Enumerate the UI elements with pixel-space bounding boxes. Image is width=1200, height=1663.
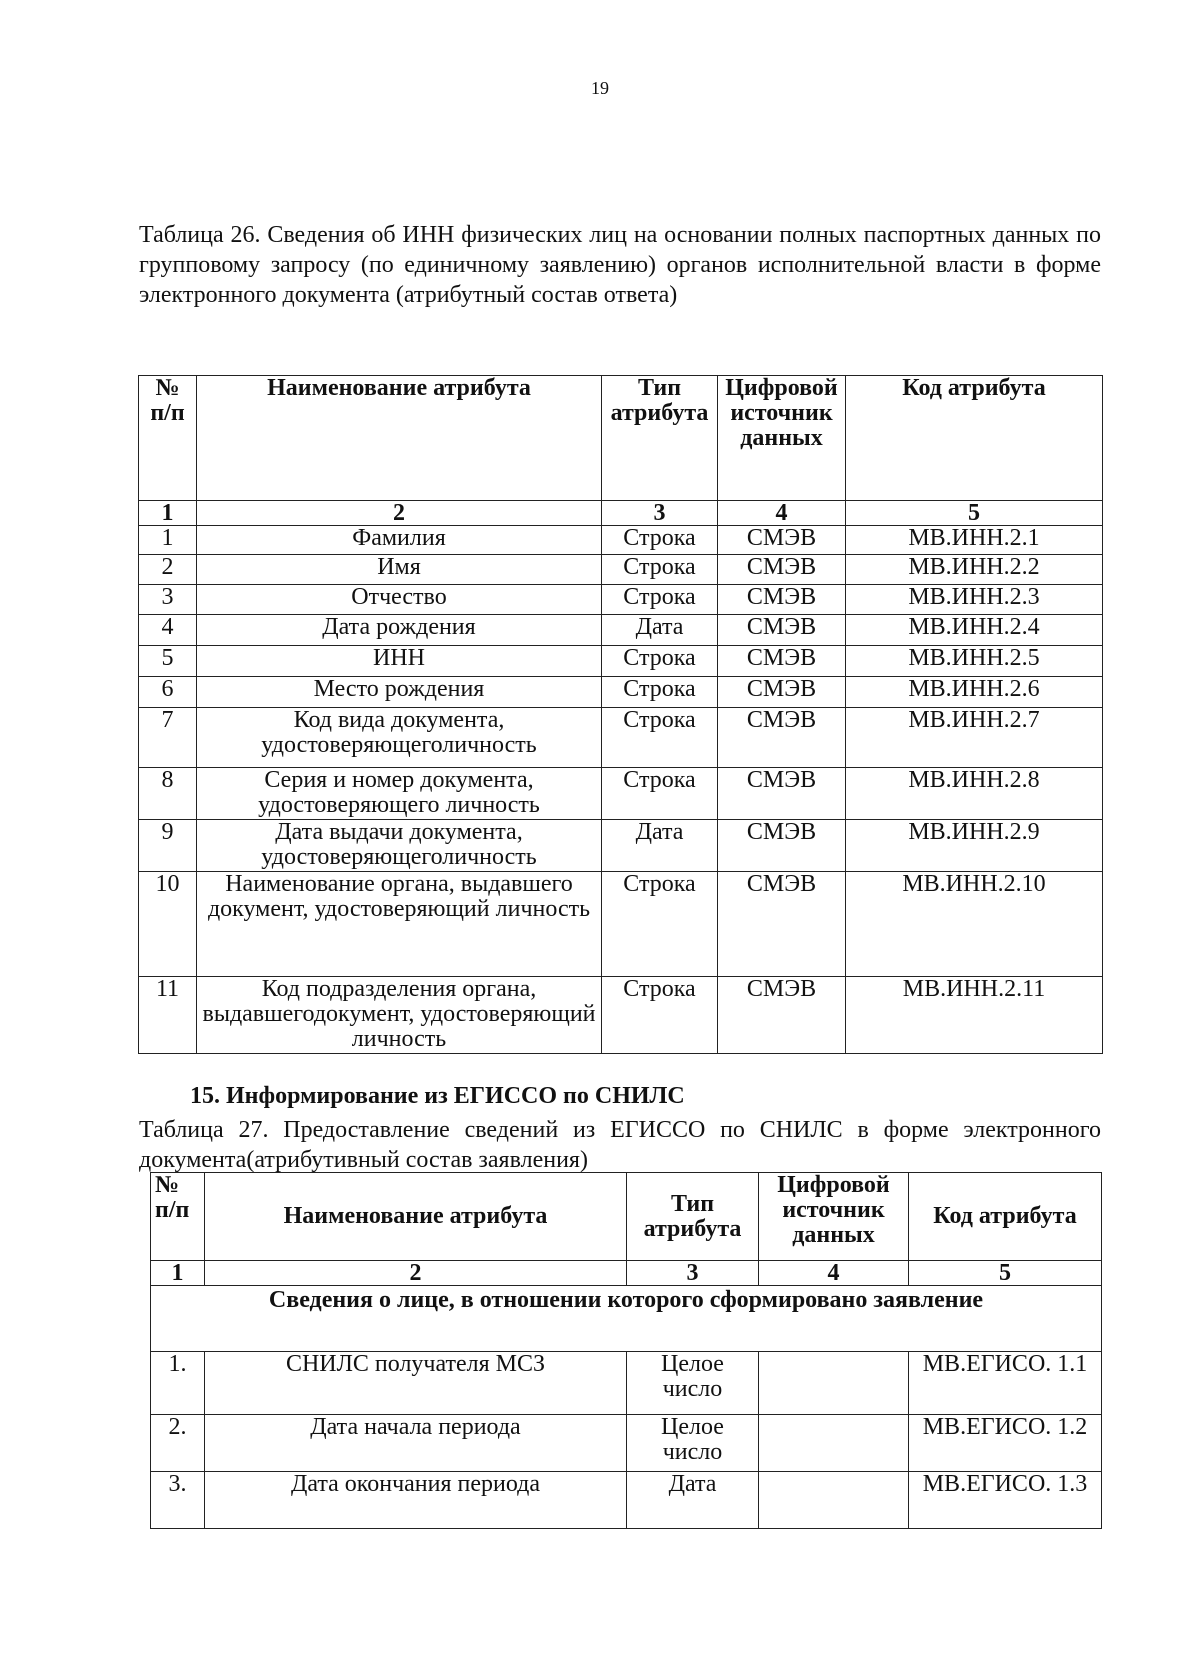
attribute-name: Место рождения bbox=[197, 677, 602, 708]
attribute-type: Строка bbox=[602, 768, 718, 820]
row-number: 7 bbox=[139, 708, 197, 768]
attribute-type: Строка bbox=[602, 872, 718, 977]
table-row bbox=[139, 872, 1103, 977]
table-row bbox=[139, 555, 1103, 585]
table-27 bbox=[150, 1172, 1102, 1529]
table-row bbox=[139, 646, 1103, 677]
attribute-type: Строка bbox=[602, 646, 718, 677]
row-number: 3 bbox=[139, 585, 197, 615]
attribute-name: Наименование органа, выдавшего документ, удостоверяющий личность bbox=[197, 872, 602, 977]
attribute-type: Строка bbox=[602, 708, 718, 768]
attribute-code: МВ.ЕГИСО. 1.1 bbox=[909, 1352, 1102, 1415]
header-data-source: Цифровой источник данных bbox=[718, 376, 846, 501]
column-number: 1 bbox=[139, 501, 197, 526]
header-attribute-code: Код атрибута bbox=[846, 376, 1103, 501]
attribute-code: МВ.ЕГИСО. 1.3 bbox=[909, 1472, 1102, 1529]
table-row bbox=[139, 526, 1103, 555]
data-source: СМЭВ bbox=[718, 708, 846, 768]
attribute-code: МВ.ИНН.2.3 bbox=[846, 585, 1103, 615]
attribute-code: МВ.ИНН.2.11 bbox=[846, 977, 1103, 1054]
column-number-row bbox=[151, 1261, 1102, 1286]
row-number: 2 bbox=[139, 555, 197, 585]
row-number: 1. bbox=[151, 1352, 205, 1415]
table-row bbox=[139, 708, 1103, 768]
column-number: 3 bbox=[602, 501, 718, 526]
table-row bbox=[139, 820, 1103, 872]
data-source: СМЭВ bbox=[718, 872, 846, 977]
table-26-caption: Таблица 26. Сведения об ИНН физических лиц на основании полных паспортных данных по групповому запросу (по единичному заявлению) органов исполнительной власти в форме электронного документа (атрибутный состав ответа) bbox=[139, 222, 1101, 308]
column-number: 4 bbox=[718, 501, 846, 526]
header-data-source: Цифровой источник данных bbox=[759, 1173, 909, 1261]
attribute-name: Код вида документа, удостоверяющеголичность bbox=[197, 708, 602, 768]
attribute-code: МВ.ИНН.2.6 bbox=[846, 677, 1103, 708]
column-number: 3 bbox=[627, 1261, 759, 1286]
column-number: 2 bbox=[197, 501, 602, 526]
header-attribute-name: Наименование атрибута bbox=[205, 1173, 627, 1261]
row-number: 3. bbox=[151, 1472, 205, 1529]
row-number: 10 bbox=[139, 872, 197, 977]
header-number: № п/п bbox=[139, 376, 197, 501]
row-number: 4 bbox=[139, 615, 197, 646]
data-source: СМЭВ bbox=[718, 677, 846, 708]
table-section-row bbox=[151, 1286, 1102, 1352]
column-number: 4 bbox=[759, 1261, 909, 1286]
data-source: СМЭВ bbox=[718, 768, 846, 820]
attribute-type: Дата bbox=[602, 615, 718, 646]
column-number: 5 bbox=[846, 501, 1103, 526]
data-source: СМЭВ bbox=[718, 526, 846, 555]
table-row bbox=[151, 1472, 1102, 1529]
column-number: 2 bbox=[205, 1261, 627, 1286]
header-number: № п/п bbox=[151, 1173, 205, 1261]
attribute-code: МВ.ИНН.2.4 bbox=[846, 615, 1103, 646]
data-source: СМЭВ bbox=[718, 820, 846, 872]
table-row bbox=[139, 677, 1103, 708]
table-row bbox=[139, 585, 1103, 615]
attribute-type: Строка bbox=[602, 585, 718, 615]
attribute-name: ИНН bbox=[197, 646, 602, 677]
attribute-name: Серия и номер документа, удостоверяющего личность bbox=[197, 768, 602, 820]
attribute-code: МВ.ИНН.2.5 bbox=[846, 646, 1103, 677]
data-source bbox=[759, 1352, 909, 1415]
row-number: 5 bbox=[139, 646, 197, 677]
header-attribute-type: Тип атрибута bbox=[627, 1173, 759, 1261]
attribute-code: МВ.ИНН.2.8 bbox=[846, 768, 1103, 820]
data-source: СМЭВ bbox=[718, 555, 846, 585]
attribute-type: Строка bbox=[602, 555, 718, 585]
table-row bbox=[139, 977, 1103, 1054]
attribute-name: Дата окончания периода bbox=[205, 1472, 627, 1529]
attribute-code: МВ.ИНН.2.7 bbox=[846, 708, 1103, 768]
column-number: 1 bbox=[151, 1261, 205, 1286]
attribute-name: СНИЛС получателя МСЗ bbox=[205, 1352, 627, 1415]
attribute-name: Дата начала периода bbox=[205, 1415, 627, 1472]
header-attribute-name: Наименование атрибута bbox=[197, 376, 602, 501]
attribute-type: Целое число bbox=[627, 1415, 759, 1472]
attribute-type: Строка bbox=[602, 677, 718, 708]
header-attribute-type: Тип атрибута bbox=[602, 376, 718, 501]
table-row bbox=[139, 768, 1103, 820]
row-number: 1 bbox=[139, 526, 197, 555]
table-row bbox=[139, 615, 1103, 646]
row-number: 8 bbox=[139, 768, 197, 820]
attribute-code: МВ.ЕГИСО. 1.2 bbox=[909, 1415, 1102, 1472]
table-row bbox=[151, 1352, 1102, 1415]
table-row bbox=[151, 1415, 1102, 1472]
row-number: 9 bbox=[139, 820, 197, 872]
column-number-row bbox=[139, 501, 1103, 526]
attribute-name: Фамилия bbox=[197, 526, 602, 555]
attribute-code: МВ.ИНН.2.10 bbox=[846, 872, 1103, 977]
row-number: 11 bbox=[139, 977, 197, 1054]
section-label: Сведения о лице, в отношении которого сформировано заявление bbox=[151, 1286, 1102, 1352]
row-number: 2. bbox=[151, 1415, 205, 1472]
data-source bbox=[759, 1415, 909, 1472]
data-source: СМЭВ bbox=[718, 585, 846, 615]
attribute-code: МВ.ИНН.2.9 bbox=[846, 820, 1103, 872]
attribute-name: Дата рождения bbox=[197, 615, 602, 646]
attribute-name: Дата выдачи документа, удостоверяющеголичность bbox=[197, 820, 602, 872]
table-header-row bbox=[151, 1173, 1102, 1261]
data-source: СМЭВ bbox=[718, 615, 846, 646]
attribute-type: Дата bbox=[602, 820, 718, 872]
attribute-code: МВ.ИНН.2.2 bbox=[846, 555, 1103, 585]
row-number: 6 bbox=[139, 677, 197, 708]
attribute-type: Дата bbox=[627, 1472, 759, 1529]
attribute-name: Код подразделения органа, выдавшегодокумент, удостоверяющий личность bbox=[197, 977, 602, 1054]
column-number: 5 bbox=[909, 1261, 1102, 1286]
data-source bbox=[759, 1472, 909, 1529]
table-26 bbox=[138, 375, 1103, 1054]
header-attribute-code: Код атрибута bbox=[909, 1173, 1102, 1261]
attribute-name: Имя bbox=[197, 555, 602, 585]
page-number: 19 bbox=[591, 78, 609, 98]
attribute-type: Целое число bbox=[627, 1352, 759, 1415]
data-source: СМЭВ bbox=[718, 646, 846, 677]
attribute-type: Строка bbox=[602, 526, 718, 555]
table-27-caption: Таблица 27. Предоставление сведений из ЕГИССО по СНИЛС в форме электронного документа(атрибутивный состав заявления) bbox=[139, 1117, 1101, 1173]
table-header-row bbox=[139, 376, 1103, 501]
attribute-name: Отчество bbox=[197, 585, 602, 615]
attribute-code: МВ.ИНН.2.1 bbox=[846, 526, 1103, 555]
section-heading: 15. Информирование из ЕГИССО по СНИЛС bbox=[190, 1083, 685, 1109]
data-source: СМЭВ bbox=[718, 977, 846, 1054]
attribute-type: Строка bbox=[602, 977, 718, 1054]
